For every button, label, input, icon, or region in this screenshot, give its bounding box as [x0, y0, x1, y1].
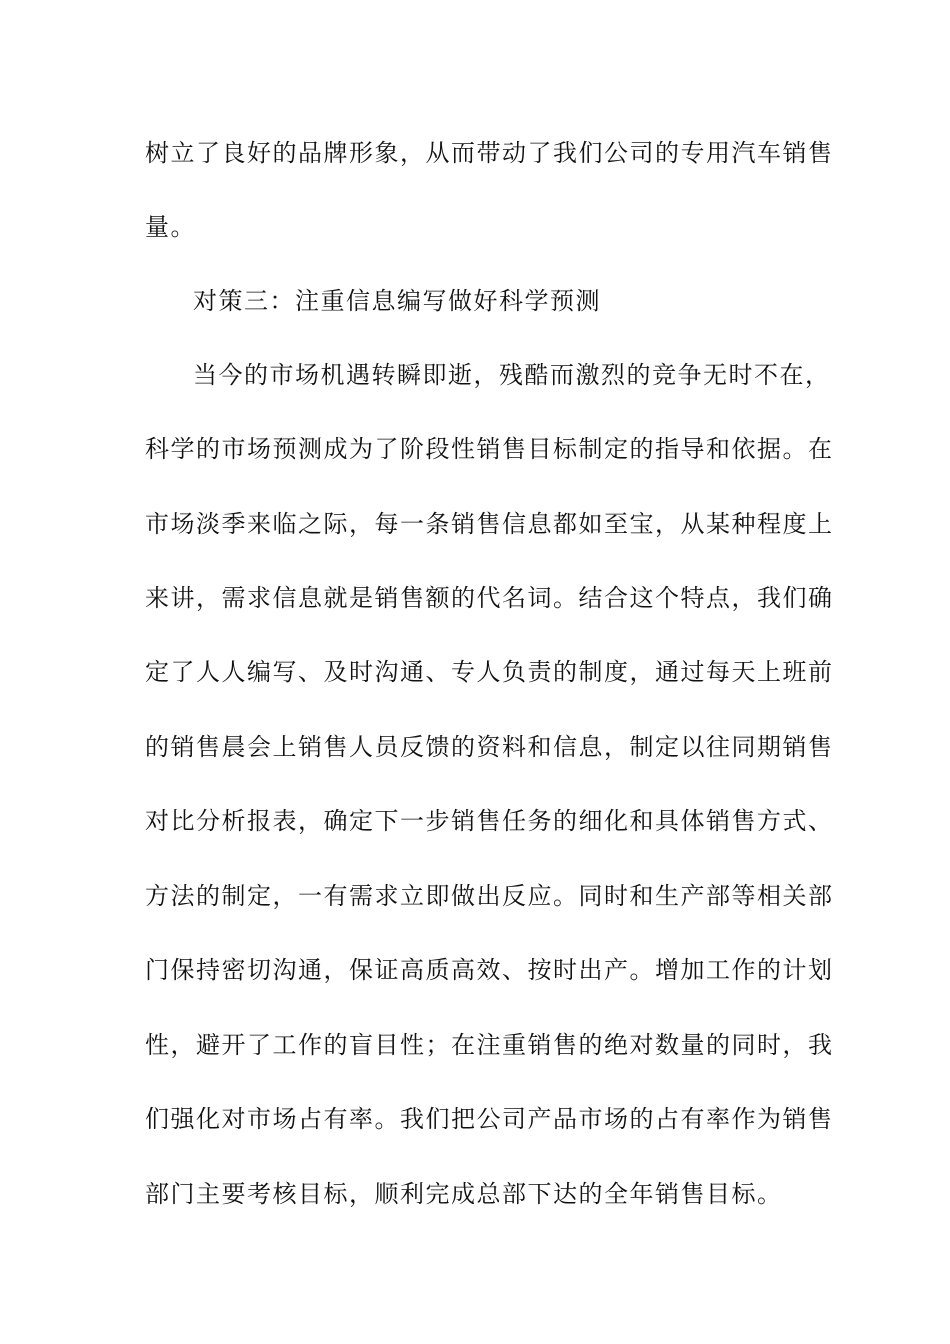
- paragraph-line: 来讲，需求信息就是销售额的代名词。结合这个特点，我们确: [145, 584, 834, 612]
- paragraph-line: 对比分析报表，确定下一步销售任务的细化和具体销售方式、: [145, 807, 834, 835]
- paragraph-line: 市场淡季来临之际，每一条销售信息都如至宝，从某种程度上: [145, 510, 834, 538]
- paragraph-line: 门保持密切沟通，保证高质高效、按时出产。增加工作的计划: [145, 956, 834, 984]
- paragraph-line: 当今的市场机遇转瞬即逝，残酷而激烈的竞争无时不在，: [193, 361, 831, 389]
- paragraph-line: 科学的市场预测成为了阶段性销售目标制定的指导和依据。在: [145, 435, 834, 463]
- paragraph-line: 的销售晨会上销售人员反馈的资料和信息，制定以往同期销售: [145, 733, 834, 761]
- paragraph-line: 定了人人编写、及时沟通、专人负责的制度，通过每天上班前: [145, 658, 834, 686]
- paragraph-line: 们强化对市场占有率。我们把公司产品市场的占有率作为销售: [145, 1105, 834, 1133]
- section-heading: 对策三：注重信息编写做好科学预测: [193, 287, 601, 315]
- paragraph-line: 性，避开了工作的盲目性；在注重销售的绝对数量的同时，我: [145, 1031, 834, 1059]
- paragraph-line: 量。: [145, 213, 196, 241]
- paragraph-line: 部门主要考核目标，顺利完成总部下达的全年销售目标。: [145, 1180, 783, 1208]
- paragraph-line: 方法的制定，一有需求立即做出反应。同时和生产部等相关部: [145, 882, 834, 910]
- paragraph-line: 树立了良好的品牌形象，从而带动了我们公司的专用汽车销售: [145, 139, 834, 167]
